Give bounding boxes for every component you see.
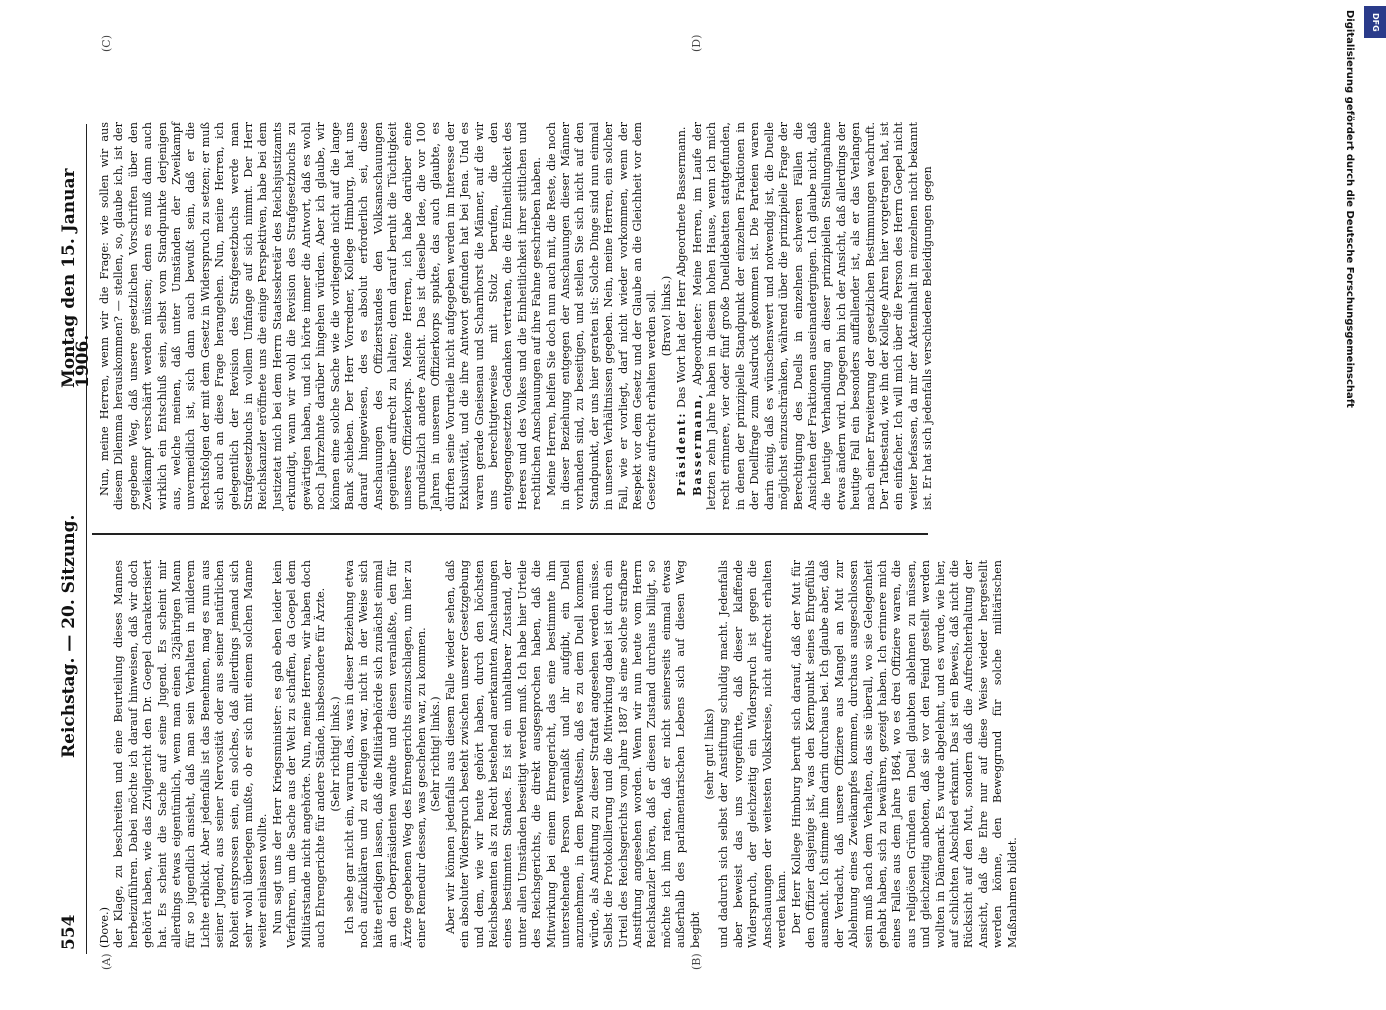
paragraph: Aber wir können jedenfalls aus diesem Falle wieder sehen, daß ein absoluter Widerspruch besteht zwischen unserer Gesetzgebung und dem, wie wir heute gehört haben, durch den höchsten Reichsbeamten als zu Recht bestehend anerkannten Anschauungen eines bestimmten Standes. Es ist ein unhaltbarer Zustand, der unter allen Umständen beseitigt werden muß. Ich habe hier Urteile des Reichsgerichts, die direkt ausgesprochen haben, daß die Mitwirkung bei einem Ehrengericht, das eine bestimmte ihm unterstehende Person veranlaßt und ihr aufgibt, ein Duell anzunehmen, in dem Bewußtsein, daß es zu dem Duell kommen würde, als Anstiftung zu dieser Straftat angesehen werden müsse. Selbst die Protokollierung und die Mitwirkung dabei ist durch ein Urteil des Reichsgerichts vom Jahre 1887 als eine solche strafbare Anstiftung angesehen worden. Wenn wir nun heute vom Herrn Reichskanzler hören, daß er diesen Zustand durchaus billigt, so möchte ich ihm raten, daß er nicht seinerseits einmal etwas außerhalb des parlamentarischen Lebens sich auf diesen Weg begibt [443,560,702,948]
margin-mark-b: (B) [690,953,703,970]
margin-mark-c: (C) [100,35,113,52]
reaction: (Bravo! links.) [659,275,673,357]
margin-mark-d: (D) [690,34,703,52]
margin-mark-a: (A) [100,953,113,970]
header-session: Reichstag. — 20. Sitzung. [59,514,79,758]
paragraph: Meine Herren, helfen Sie doch nun auch mit, die Reste, die noch in dieser Beziehung entgegen der Anschauungen dieser Männer vorhanden sind, zu beseitigen, und stellen Sie sich nicht auf den Standpunkt, der uns hier geraten ist: Solche Dinge sind nun einmal in unseren Verhältnissen gegeben. Nein, meine Herren, ein solcher Fall, wie er vorliegt, darf nicht wieder vorkommen, wenn der Respekt vor dem Gesetz und der Glaube an die Gleichheit vor dem Gesetze aufrecht erhalten werden soll. [544,122,659,510]
page-number: 554 [59,914,79,950]
paragraph: Nun sagt uns der Herr Kriegsminister: es gab eben leider kein Verfahren, um die Sache aus der Welt zu schaffen, da Goepel dem Militärstande nicht angehörte. Nun, meine Herren, wir haben doch auch Ehrengerichte für andere Stände, insbesondere für Ärzte. [270,560,328,948]
paragraph: Nun, meine Herren, wenn wir die Frage: wie sollen wir aus diesem Dilemma herauskommen? — stellen, so, glaube ich, ist der gegebene Weg, daß unsere gesetzlichen Vorschriften über den Zweikampf verschärft werden müssen; denn es muß dann auch wirklich ein Entschluß sein, selbst vom Standpunkte derjenigen aus, welche meinen, daß unter Umständen der Zweikampf unvermeidlich ist, sich dann auch bewußt sein, daß er die Rechtsfolgen der mit dem Gesetz in Widerspruch zu setzen; er muß sich auch an diese Frage herangehen. Nun, meine Herren, ich gelegentlich der Revision des Strafgesetzbuchs werde man Strafgesetzbuchs in vollem Umfange auf sich nimmt. Der Herr Reichskanzler eröffnete uns die einige Perspektiven, habe bei dem Justizetat mich bei dem Herrn Staatssekretär des Reichsjustizamts erkundigt, wann wir wohl die Revision des Strafgesetzbuchs zu gewärtigen haben, und ich hörte immer die Antwort, daß es wohl noch Jahrzehnte darüber hingehen würden. Aber ich glaube, wir können eine solche Sache wie die vorliegende nicht auf die lange Bank schieben. Der Herr Vorredner, Kollege Himburg, hat uns darauf hingewiesen, des es absolut erforderlich sei, diese Anschauungen des Offizierstandes den Volksanschauungen gegenüber aufrecht zu halten; denn darauf beruht die Tüchtigkeit unseres Offizierkorps. Meine Herren, ich habe darüber eine grundsätzlich andere Ansicht. Das ist dieselbe Idee, die vor 100 Jahren in unserem Offizierkorps spukte, das auch glaubte, es dürften seine Vorurteile nicht aufgegeben werden im Interesse der Exklusivität, und die ihre Antwort gefunden hat bei Jena. Und es waren gerade Gneisenau und Scharnhorst die Männer, auf die wir uns berechtigterweise mit Stolz berufen, die den entgegengesetzten Gedanken vertraten, die die Einheitlichkeit des Heeres und des Volkes und die Einheitlichkeit ihrer sittlichen und rechtlichen Anschauungen auf ihre Fahne geschrieben haben. [98,122,544,510]
digitization-credit: Digitalisierung gefördert durch die Deutsche Forschungsgemeinschaft [1344,10,1355,408]
reaction: (Sehr richtig! links.) [429,696,443,812]
paragraph: und dadurch sich selbst der Anstiftung schuldig macht. Jedenfalls aber beweist das uns vorgeführte, daß dieser klaffende Widerspruch, der gleichzeitig ein Widerspruch ist gegen die Anschauungen der weitesten Volkskreise, nicht aufrecht erhalten werden kann. [717,560,789,948]
dfg-logo: DFG [1364,6,1386,38]
president-label: Präsident: [674,411,689,496]
speaker-name: Bassermann, [689,392,704,496]
reaction: (sehr gut! links) [703,708,717,800]
right-column [98,122,935,510]
speaker-label: (Dove.) [98,907,111,948]
president-text: Das Wort hat der Herr Abgeordnete Bassermann. [675,126,689,408]
paragraph-president [674,122,689,510]
column-divider [92,534,928,536]
paragraph: Der Herr Kollege Himburg beruft sich darauf, daß der Mut für den Offizier dasjenige ist, was den Kernpunkt seines Ehrgefühls ausmacht. Ich stimme ihm darin durchaus bei. Ich glaube aber, daß der Verdacht, daß unsere Offiziere aus Mangel an Mut zur Ablehnung eines Zweikampfes kommen, durchaus ausgeschlossen sein muß nach dem Verhalten, das sie überall, wo sie Gelegenheit gehabt haben, sich zu bewähren, gezeigt haben. Ich erinnere mich eines Falles aus dem Jahre 1864, wo es drei Offiziere waren, die aus religiösen Gründen ein Duell glaubten ablehnen zu müssen, und gleichzeitig anboten, daß sie vor den Feind gestellt werden wollten in Dänemark. Es wurde abgelehnt, und es wurde, wie hier, auf schlichten Abschied erkannt. Das ist ein Beweis, daß nicht die Rücksicht auf den Mut, sondern daß die Aufrechterhaltung der Ansicht, daß die Ehre nur auf diese Weise wieder hergestellt werden könne, den Beweggrund für solche militärischen Maßnahmen bildet. [789,560,1019,948]
paragraph: Ich sehe gar nicht ein, warum das, was in dieser Beziehung etwa noch aufzuklären und zu erledigen war, nicht in der Weise sich hätte erledigen lassen, daß die Militärbehörde sich zunächst einmal an den Oberpräsidenten wandte und diesen veranlaßte, den für Ärzte gegebenen Weg des Ehrengerichts einzuschlagen, um hier zu einer Remedur dessen, was geschehen war, zu kommen. [342,560,428,948]
paragraph-bassermann [690,122,936,510]
page-header [50,124,94,954]
reaction: (Sehr richtig! links.) [328,696,342,812]
header-date: Montag den 15. Januar 1906. [59,168,94,388]
left-column [98,560,1019,948]
paragraph: der Klage, zu beschreiten und eine Beurteilung dieses Mannes herbeizuführen. Dabei möchte ich darauf hinweisen, daß wir doch gehört haben, wie das Zivilgericht den Dr. Goepel charakterisiert hat. Es scheint die Sache auf seine Jugend. Es scheint mir allerdings etwas eigentümlich, wenn man einen 32jährigen Mann für so jugendlich ansieht, daß man sein Verhalten in milderem Lichte erblickt. Aber jedenfalls ist das Benehmen, mag es nun aus seiner Jugend, aus seiner Nervosität oder aus seiner natürlichen Roheit entsprossen sein, ein solches, daß allerdings jemand sich sehr wohl überlegen mußte, ob er sich mit einem solchen Manne weiter einlassen wollte. [112,560,270,948]
speech-text: Abgeordneter: Meine Herren, im Laufe der letzten zehn Jahre haben in diesem hohen Hause, wenn ich mich recht erinnere, vier oder fünf große Duelldebatten stattgefunden, in denen der prinzipielle Standpunkt der einzelnen Fraktionen in der Duellfrage zum Ausdruck gekommen ist. Die Parteien waren darin einig, daß es wünschenswert und notwendig ist, die Duelle möglichst einzuschränken, während über die prinzipielle Frage der Berechtigung des Duells in einzelnen schweren Fällen die Ansichten der Fraktionen auseinandergingen. Ich glaube nicht, daß die heutige Verhandlung an dieser prinzipiellen Stellungnahme etwas ändern wird. Dagegen bin ich der Ansicht, daß allerdings der heutige Fall ein besonders auffallender ist, als er das Verlangen nach einer Erweiterung der gesetzlichen Bestimmungen wachruft. Der Tatbestand, wie ihn der Kollege Ahren hier vorgetragen hat, ist ein einfacher. Ich will mich über die Person des Herrn Goepel nicht weiter befassen, da mir der Akteninhalt im einzelnen nicht bekannt ist. Er hat sich jedenfalls verschiedene Beleidigungen gegen [690,122,935,510]
